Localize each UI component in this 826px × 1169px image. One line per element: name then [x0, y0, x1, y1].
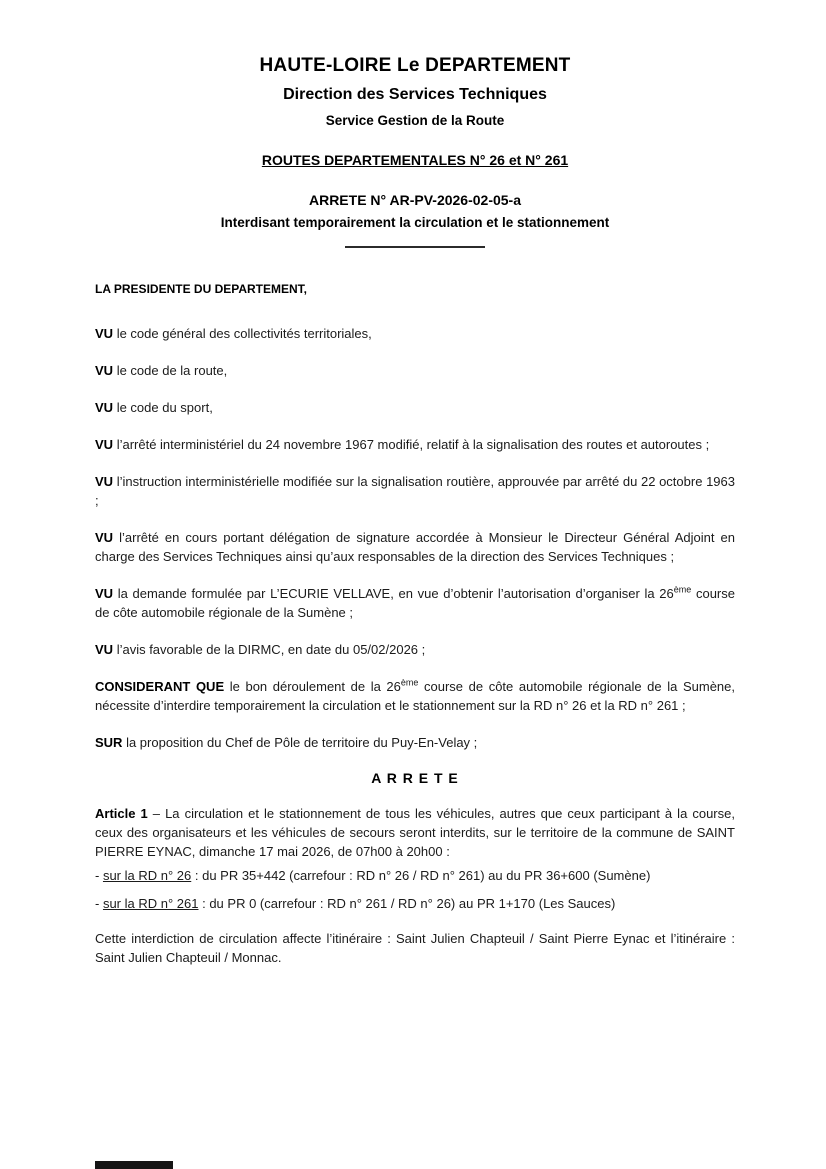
- road-item-road: sur la RD n° 261: [102, 896, 199, 911]
- department-title: HAUTE-LOIRE Le DEPARTEMENT: [259, 55, 571, 76]
- service-subtitle: Service Gestion de la Route: [325, 113, 505, 128]
- scan-artifact: [95, 1161, 173, 1169]
- road-item-detail: : du PR 0 (carrefour : RD n° 261 / RD n° 26) au PR 1+170 (Les Sauces): [198, 896, 616, 911]
- vu-text: [117, 363, 228, 378]
- sur-keyword: SUR: [95, 735, 123, 750]
- header-divider: [345, 246, 485, 248]
- vu-keyword: VU: [95, 326, 114, 341]
- article-1-dash: –: [152, 806, 161, 821]
- vu-keyword: VU: [95, 437, 114, 452]
- vu-text-pre: l’arrêté interministériel du 24 novembre 1967 modifié, relatif à la signalisation des routes et autoroutes ;: [116, 437, 710, 452]
- closing-paragraph: Cette interdiction de circulation affecte l’itinéraire : Saint Julien Chapteuil / Saint Pierre Eynac et l’itinéraire : Saint Julien Chapteuil / Monnac.: [95, 931, 735, 965]
- vu-paragraph: [95, 640, 735, 659]
- considerant-text-post: course de côte automobile régionale de la Sumène, nécessite d’interdire temporairement la circulation et le stationnement sur la RD n° 26 et la RD n° 261 ;: [95, 679, 735, 713]
- considerant-superscript: ème: [400, 677, 419, 688]
- vu-text-pre: l’instruction interministérielle modifiée sur la signalisation routière, approuvée par arrêté du 22 octobre 1963 ;: [95, 474, 735, 508]
- considerant-keyword: CONSIDERANT QUE: [95, 679, 225, 694]
- sur-text: la proposition du Chef de Pôle de territoire du Puy-En-Velay ;: [126, 735, 478, 750]
- vu-paragraph: [95, 324, 735, 343]
- vu-paragraph: [95, 435, 735, 454]
- vu-paragraph: [95, 528, 735, 566]
- vu-paragraph: [95, 584, 735, 622]
- decision-heading: A R R E T E: [371, 770, 459, 786]
- document-header: [95, 55, 735, 248]
- vu-text: [117, 400, 213, 415]
- arrete-subject: Interdisant temporairement la circulation et le stationnement: [220, 215, 610, 230]
- vu-keyword: VU: [95, 586, 114, 601]
- vu-keyword: VU: [95, 530, 114, 545]
- vu-text: [95, 586, 735, 620]
- vu-text-pre: le code de la route,: [116, 363, 228, 378]
- sur-paragraph: [95, 733, 735, 752]
- vu-text-pre: la demande formulée par L’ECURIE VELLAVE, en vue d’obtenir l’autorisation d’organiser la 26: [117, 586, 674, 601]
- vu-keyword: VU: [95, 400, 114, 415]
- routes-heading: ROUTES DEPARTEMENTALES N° 26 et N° 261: [261, 152, 569, 168]
- road-item-detail: : du PR 35+442 (carrefour : RD n° 26 / RD n° 261) au du PR 36+600 (Sumène): [191, 868, 651, 883]
- vu-text-pre: l’avis favorable de la DIRMC, en date du 05/02/2026 ;: [116, 642, 426, 657]
- vu-paragraph: [95, 361, 735, 380]
- road-restriction-item: [95, 866, 735, 885]
- vu-superscript: ème: [673, 584, 692, 595]
- road-item-bullet: -: [95, 868, 103, 883]
- vu-paragraph: [95, 398, 735, 417]
- vu-text: [117, 437, 710, 452]
- road-restriction-item: [95, 894, 735, 913]
- road-item-road: sur la RD n° 26: [102, 868, 192, 883]
- vu-keyword: VU: [95, 363, 114, 378]
- article-1-paragraph: [95, 804, 735, 861]
- vu-text: [95, 530, 735, 564]
- considerant-paragraph: [95, 677, 735, 715]
- vu-paragraph: [95, 472, 735, 510]
- road-item-bullet: -: [95, 896, 103, 911]
- article-1-label: Article 1: [95, 806, 148, 821]
- vu-text-pre: le code du sport,: [116, 400, 213, 415]
- considerant-text-pre: le bon déroulement de la 26: [229, 679, 401, 694]
- vu-text: [95, 474, 735, 508]
- vu-keyword: VU: [95, 642, 114, 657]
- vu-text-pre: l’arrêté en cours portant délégation de signature accordée à Monsieur le Directeur Général Adjoint en charge des Services Techniques ainsi qu’aux responsables de la direction des Services Techniques ;: [95, 530, 735, 564]
- article-1-text: La circulation et le stationnement de tous les véhicules, autres que ceux participant à la course, ceux des organisateurs et les véhicules de secours seront interdits, sur le territoire de la commune de SAINT PIERRE EYNAC, dimanche 17 mai 2026, de 07h00 à 20h00 :: [95, 806, 735, 859]
- vu-text-pre: le code général des collectivités territoriales,: [116, 326, 372, 341]
- direction-subtitle: Direction des Services Techniques: [283, 86, 547, 103]
- arrete-number: ARRETE N° AR-PV-2026-02-05-a: [308, 192, 522, 208]
- vu-text: [117, 326, 372, 341]
- vu-keyword: VU: [95, 474, 114, 489]
- vu-text: [117, 642, 426, 657]
- salutation: LA PRESIDENTE DU DEPARTEMENT,: [95, 282, 308, 296]
- vu-text-post: course de côte automobile régionale de la Sumène ;: [95, 586, 735, 620]
